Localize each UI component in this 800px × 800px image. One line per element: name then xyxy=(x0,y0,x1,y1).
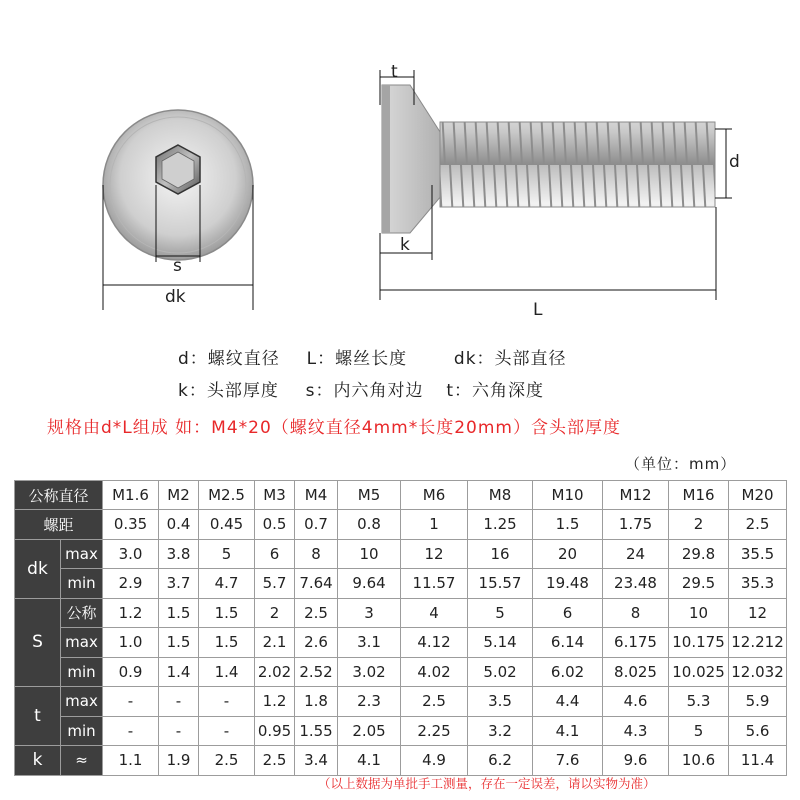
value-cell: 5.14 xyxy=(468,628,533,658)
value-cell: 5 xyxy=(199,539,255,569)
value-cell: 1.4 xyxy=(199,657,255,687)
value-cell: 4.9 xyxy=(401,746,468,776)
value-cell: 4.3 xyxy=(603,716,669,746)
measurement-note: （以上数据为单批手工测量，存在一定误差，请以实物为准） xyxy=(318,776,656,791)
legend-line-2 xyxy=(178,376,544,401)
value-cell: 2.5 xyxy=(199,746,255,776)
value-cell: 5.3 xyxy=(669,687,729,717)
pitch-cell: 0.8 xyxy=(338,510,401,540)
value-cell: 29.8 xyxy=(669,539,729,569)
value-cell: 4.1 xyxy=(533,716,603,746)
value-cell: 2.25 xyxy=(401,716,468,746)
legend-L: L：螺丝长度 xyxy=(306,349,408,369)
nominal-diameter-header: 公称直径 xyxy=(15,481,103,510)
t-dimension-label: t xyxy=(391,62,398,82)
value-cell: 0.9 xyxy=(103,657,159,687)
table-row xyxy=(15,716,787,746)
value-cell: 1.8 xyxy=(295,687,338,717)
value-cell: - xyxy=(103,716,159,746)
value-cell: 3 xyxy=(338,598,401,628)
pitch-cell: 0.5 xyxy=(255,510,295,540)
value-cell: 3.7 xyxy=(159,569,199,599)
pitch-cell: 0.35 xyxy=(103,510,159,540)
legend-s: s：内六角对边 xyxy=(305,381,424,401)
dk-dimension-label: dk xyxy=(165,287,186,307)
size-cell: M12 xyxy=(603,481,669,510)
sub-header: min xyxy=(61,657,103,687)
size-cell: M1.6 xyxy=(103,481,159,510)
value-cell: 8.025 xyxy=(603,657,669,687)
screw-side-view xyxy=(360,55,780,335)
legend-t: t：六角深度 xyxy=(446,381,545,401)
value-cell: 29.5 xyxy=(669,569,729,599)
pitch-cell: 1 xyxy=(401,510,468,540)
s-dimension-label: s xyxy=(173,256,182,276)
value-cell: 1.5 xyxy=(159,598,199,628)
size-cell: M2 xyxy=(159,481,199,510)
value-cell: 23.48 xyxy=(603,569,669,599)
table-row xyxy=(15,657,787,687)
value-cell: 4.7 xyxy=(199,569,255,599)
value-cell: 11.4 xyxy=(729,746,787,776)
table-row xyxy=(15,598,787,628)
value-cell: 1.5 xyxy=(199,628,255,658)
pitch-cell: 0.45 xyxy=(199,510,255,540)
value-cell: 20 xyxy=(533,539,603,569)
pitch-cell: 1.5 xyxy=(533,510,603,540)
value-cell: 1.2 xyxy=(103,598,159,628)
value-cell: 4.12 xyxy=(401,628,468,658)
value-cell: 2.52 xyxy=(295,657,338,687)
table-row xyxy=(15,569,787,599)
value-cell: 4.6 xyxy=(603,687,669,717)
pitch-cell: 1.25 xyxy=(468,510,533,540)
value-cell: 1.5 xyxy=(159,628,199,658)
value-cell: 6 xyxy=(533,598,603,628)
table-row xyxy=(15,539,787,569)
value-cell: 3.02 xyxy=(338,657,401,687)
pitch-cell: 2 xyxy=(669,510,729,540)
size-cell: M2.5 xyxy=(199,481,255,510)
value-cell: 35.3 xyxy=(729,569,787,599)
value-cell: 3.1 xyxy=(338,628,401,658)
value-cell: - xyxy=(199,687,255,717)
d-dimension-label: d xyxy=(729,152,740,172)
header-row xyxy=(15,481,787,510)
pitch-cell: 1.75 xyxy=(603,510,669,540)
value-cell: 35.5 xyxy=(729,539,787,569)
size-cell: M8 xyxy=(468,481,533,510)
value-cell: 6.2 xyxy=(468,746,533,776)
value-cell: 1.5 xyxy=(199,598,255,628)
value-cell: 1.4 xyxy=(159,657,199,687)
value-cell: 5.7 xyxy=(255,569,295,599)
value-cell: 10.175 xyxy=(669,628,729,658)
value-cell: 24 xyxy=(603,539,669,569)
group-header-dk: dk xyxy=(15,539,61,598)
value-cell: 8 xyxy=(603,598,669,628)
size-cell: M10 xyxy=(533,481,603,510)
unit-label: （单位：mm） xyxy=(625,455,737,473)
value-cell: - xyxy=(159,716,199,746)
value-cell: 3.4 xyxy=(295,746,338,776)
value-cell: 10.025 xyxy=(669,657,729,687)
value-cell: - xyxy=(199,716,255,746)
value-cell: 19.48 xyxy=(533,569,603,599)
L-dimension-label: L xyxy=(533,300,543,320)
value-cell: 12.032 xyxy=(729,657,787,687)
legend-line-1 xyxy=(178,344,567,369)
value-cell: 5.9 xyxy=(729,687,787,717)
legend-d: d：螺纹直径 xyxy=(178,349,280,369)
value-cell: 0.95 xyxy=(255,716,295,746)
pitch-cell: 0.7 xyxy=(295,510,338,540)
value-cell: 6.02 xyxy=(533,657,603,687)
value-cell: 5 xyxy=(468,598,533,628)
k-dimension-label: k xyxy=(400,235,410,255)
value-cell: 5 xyxy=(669,716,729,746)
value-cell: 1.1 xyxy=(103,746,159,776)
sub-header: max xyxy=(61,687,103,717)
value-cell: 2.6 xyxy=(295,628,338,658)
group-header-k: k xyxy=(15,746,61,776)
value-cell: 2.5 xyxy=(295,598,338,628)
sub-header: ≈ xyxy=(61,746,103,776)
value-cell: 2.02 xyxy=(255,657,295,687)
value-cell: 10 xyxy=(669,598,729,628)
value-cell: 2.9 xyxy=(103,569,159,599)
value-cell: 12.212 xyxy=(729,628,787,658)
value-cell: 1.9 xyxy=(159,746,199,776)
value-cell: 1.2 xyxy=(255,687,295,717)
group-header-S: S xyxy=(15,598,61,687)
table-row xyxy=(15,687,787,717)
value-cell: 12 xyxy=(729,598,787,628)
sub-header: max xyxy=(61,539,103,569)
value-cell: 4.4 xyxy=(533,687,603,717)
size-cell: M4 xyxy=(295,481,338,510)
value-cell: 6.175 xyxy=(603,628,669,658)
value-cell: 2.05 xyxy=(338,716,401,746)
value-cell: 4 xyxy=(401,598,468,628)
value-cell: 2.5 xyxy=(255,746,295,776)
value-cell: 11.57 xyxy=(401,569,468,599)
value-cell: 1.0 xyxy=(103,628,159,658)
value-cell: 10 xyxy=(338,539,401,569)
value-cell: 12 xyxy=(401,539,468,569)
value-cell: 7.6 xyxy=(533,746,603,776)
value-cell: 8 xyxy=(295,539,338,569)
value-cell: 2 xyxy=(255,598,295,628)
spec-format-note: 规格由d*L组成 如：M4*20（螺纹直径4mm*长度20mm）含头部厚度 xyxy=(47,418,621,438)
pitch-row xyxy=(15,510,787,540)
sub-header: 公称 xyxy=(61,598,103,628)
value-cell: - xyxy=(103,687,159,717)
value-cell: 6 xyxy=(255,539,295,569)
value-cell: 7.64 xyxy=(295,569,338,599)
size-cell: M5 xyxy=(338,481,401,510)
value-cell: 15.57 xyxy=(468,569,533,599)
value-cell: 2.5 xyxy=(401,687,468,717)
value-cell: 10.6 xyxy=(669,746,729,776)
value-cell: 6.14 xyxy=(533,628,603,658)
table-row xyxy=(15,746,787,776)
pitch-cell: 2.5 xyxy=(729,510,787,540)
size-cell: M6 xyxy=(401,481,468,510)
pitch-cell: 0.4 xyxy=(159,510,199,540)
pitch-header: 螺距 xyxy=(15,510,103,540)
group-header-t: t xyxy=(15,687,61,746)
sub-header: min xyxy=(61,569,103,599)
value-cell: 3.8 xyxy=(159,539,199,569)
sub-header: max xyxy=(61,628,103,658)
value-cell: 2.3 xyxy=(338,687,401,717)
size-cell: M16 xyxy=(669,481,729,510)
spec-table xyxy=(14,480,787,776)
legend-dk: dk：头部直径 xyxy=(453,349,567,369)
table-row xyxy=(15,628,787,658)
screw-head-top-view xyxy=(0,0,360,330)
sub-header: min xyxy=(61,716,103,746)
size-cell: M3 xyxy=(255,481,295,510)
value-cell: 5.6 xyxy=(729,716,787,746)
value-cell: 9.64 xyxy=(338,569,401,599)
value-cell: 3.0 xyxy=(103,539,159,569)
value-cell: - xyxy=(159,687,199,717)
value-cell: 3.2 xyxy=(468,716,533,746)
value-cell: 9.6 xyxy=(603,746,669,776)
value-cell: 2.1 xyxy=(255,628,295,658)
size-cell: M20 xyxy=(729,481,787,510)
value-cell: 3.5 xyxy=(468,687,533,717)
value-cell: 5.02 xyxy=(468,657,533,687)
value-cell: 16 xyxy=(468,539,533,569)
value-cell: 4.02 xyxy=(401,657,468,687)
legend-k: k：头部厚度 xyxy=(178,381,279,401)
value-cell: 1.55 xyxy=(295,716,338,746)
value-cell: 4.1 xyxy=(338,746,401,776)
